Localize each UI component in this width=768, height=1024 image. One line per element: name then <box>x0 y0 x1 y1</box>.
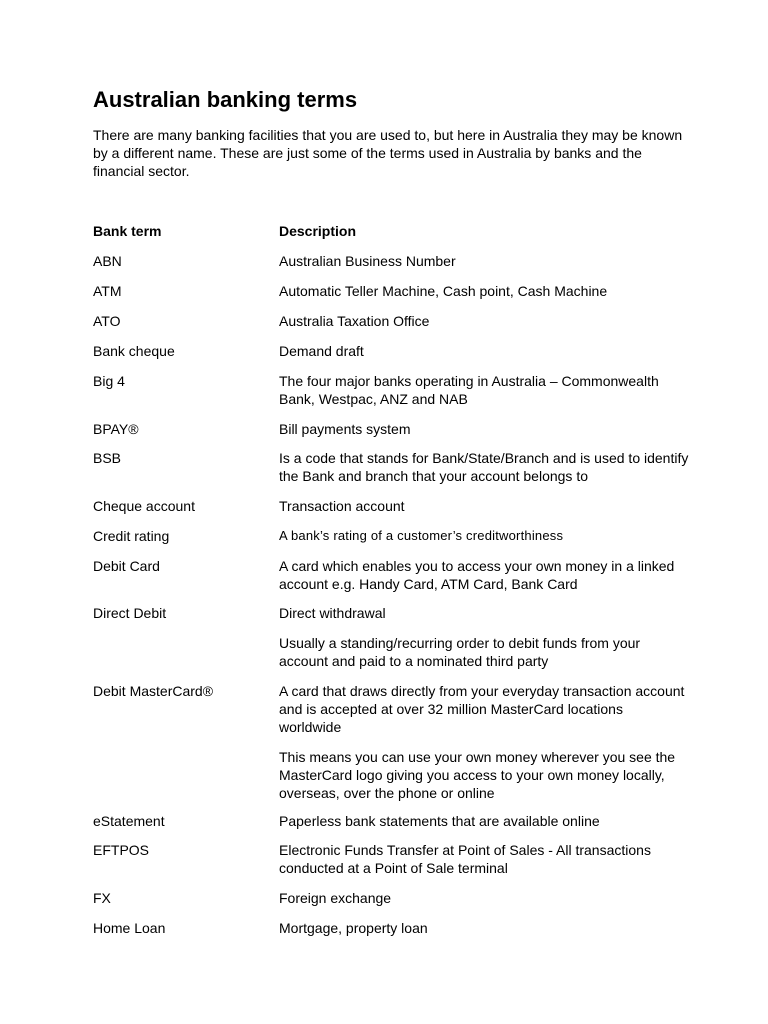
description-text: Transaction account <box>279 498 405 514</box>
description-cell <box>279 527 689 545</box>
description-cell <box>279 557 689 593</box>
term-cell: Cheque account <box>93 498 195 514</box>
term-cell: ATM <box>93 283 122 299</box>
description-cell <box>279 841 689 877</box>
description-text: Electronic Funds Transfer at Point of Sales - All transactions conducted at a Point of Sale terminal <box>279 842 651 876</box>
description-cell <box>279 682 689 802</box>
term-cell: BPAY® <box>93 421 139 437</box>
description-text: Foreign exchange <box>279 890 392 906</box>
term-cell: Debit Card <box>93 558 160 574</box>
term-cell: FX <box>93 890 111 906</box>
description-cell <box>279 312 689 330</box>
description-text: A card which enables you to access your own money in a linked account e.g. Handy Card, ATM Card, Bank Card <box>279 558 675 592</box>
description-text: A bank’s rating of a customer’s creditworthiness <box>279 528 564 543</box>
description-text: Demand draft <box>279 343 364 359</box>
header-description: Description <box>279 223 357 239</box>
description-cell <box>279 497 689 515</box>
term-cell: ATO <box>93 313 121 329</box>
description-text: Mortgage, property loan <box>279 920 428 936</box>
term-cell: Credit rating <box>93 528 170 544</box>
description-text: Bill payments system <box>279 421 411 437</box>
term-cell: Bank cheque <box>93 343 175 359</box>
description-cell <box>279 919 689 937</box>
page-title: Australian banking terms <box>93 87 358 112</box>
term-cell: Debit MasterCard® <box>93 683 214 699</box>
description-cell <box>279 252 689 270</box>
term-cell: BSB <box>93 450 122 466</box>
description-text: Usually a standing/recurring order to debit funds from your account and paid to a nominated third party <box>279 635 641 669</box>
description-cell <box>279 889 689 907</box>
description-text: Is a code that stands for Bank/State/Branch and is used to identify the Bank and branch that your account belongs to <box>279 450 689 484</box>
intro-paragraph: There are many banking facilities that you are used to, but here in Australia they may be known by a different name. These are just some of the terms used in Australia by banks and the financial sector. <box>93 127 683 179</box>
description-cell <box>279 342 689 360</box>
term-cell: eStatement <box>93 813 165 829</box>
term-cell: Home Loan <box>93 920 166 936</box>
description-cell <box>279 420 689 438</box>
description-text: Australian Business Number <box>279 253 456 269</box>
description-cell <box>279 282 689 300</box>
description-text: This means you can use your own money wherever you see the MasterCard logo giving you access to your own money locally, overseas, over the phone or online <box>279 749 676 801</box>
term-cell: EFTPOS <box>93 842 150 858</box>
description-cell <box>279 604 689 670</box>
term-cell: ABN <box>93 253 122 269</box>
description-text: Australia Taxation Office <box>279 313 430 329</box>
description-cell <box>279 372 689 408</box>
header-term: Bank term <box>93 223 162 239</box>
description-text: The four major banks operating in Australia – Commonwealth Bank, Westpac, ANZ and NAB <box>279 373 659 407</box>
description-cell <box>279 449 689 485</box>
description-text: Paperless bank statements that are available online <box>279 813 600 829</box>
description-text: Direct withdrawal <box>279 605 386 621</box>
term-cell: Big 4 <box>93 373 125 389</box>
description-cell <box>279 812 689 830</box>
description-text: Automatic Teller Machine, Cash point, Cash Machine <box>279 283 608 299</box>
description-text: A card that draws directly from your everyday transaction account and is accepted at over 32 million MasterCard locations worldwide <box>279 683 685 735</box>
term-cell: Direct Debit <box>93 605 167 621</box>
